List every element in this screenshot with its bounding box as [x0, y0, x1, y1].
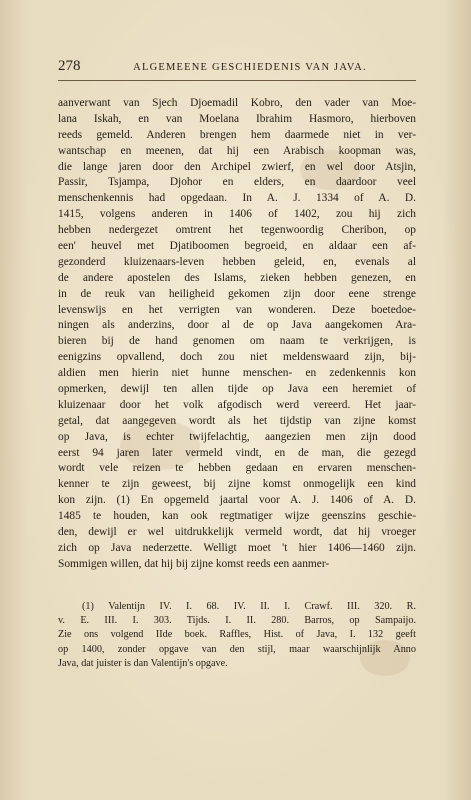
text-line: wordt vele reizen te hebben gedaan en ervaren menschen- [58, 462, 416, 475]
text-line: 1485 te houden, kan ook regtmatiger wijze geenszins geschie- [58, 510, 416, 523]
text-line: menschenkennis had opgedaan. In A. J. 1334 of A. D. [58, 192, 416, 205]
text-line: levenswijs en het verrigten van wonderen. Deze boetedoe- [58, 303, 416, 316]
footnote-line: v. E. III. I. 303. Tijds. I. II. 280. Barros, op Sampaijo. [58, 615, 416, 627]
text-line: getal, dat aangegeven wordt als het tijdstip van zijne komst [58, 414, 416, 427]
text-line: den, dewijl er wel uitdrukkelijk vermeld wordt, dat hij vroeger [58, 526, 416, 539]
text-line: opmerken, dewijl ten allen tijde op Java een heremiet of [58, 383, 416, 396]
footnote-line: (1) Valentijn IV. I. 68. IV. II. I. Crawf. III. 320. R. [82, 601, 416, 612]
text-line: kon zijn. (1) En opgemeld jaartal voor A. J. 1406 of A. D. [58, 494, 416, 507]
text-line: wantschap en meenen, dat hij een Arabisch koopman was, [58, 144, 416, 157]
text-line: 1415, volgens anderen in 1406 of 1402, zou hij zich [58, 208, 416, 221]
footnote-line: op 1400, zonder opgave van den stijl, maar waarschijnlijk Anno [58, 643, 416, 655]
text-line: Sommigen willen, dat hij bij zijne komst reeds een aanmer- [58, 557, 330, 570]
text-line: kluizenaar door het volk afgodisch werd vereerd. Het jaar- [58, 398, 416, 411]
footnote-line: Zie ons volgend IIde boek. Raffles, Hist. of Java, I. 132 geeft [58, 629, 416, 641]
text-line: aanverwant van Sjech Djoemadil Kobro, den vader van Moe- [58, 97, 416, 109]
running-head: ALGEMEENE GESCHIEDENIS VAN JAVA. [133, 62, 367, 73]
header-rule [58, 80, 416, 81]
text-line: aldien men hierin niet hunne menschen- en zedenkennis kon [58, 367, 416, 380]
text-line: eerst 94 jaren later vermeld vindt, en de man, die gezegd [58, 446, 416, 459]
text-line: in de reuk van heiligheid gekomen zijn door eene strenge [58, 287, 416, 300]
footnote-rule [58, 588, 148, 589]
body-text [58, 96, 416, 573]
text-line: een' heuvel met Djatiboomen begroeid, en aldaar een af- [58, 240, 416, 253]
page-number: 278 [58, 58, 81, 74]
text-line: reeds gemeld. Anderen brengen hem daarmede niet in ver- [58, 128, 416, 141]
text-line: kenner te zijn geweest, bij zijne komst onmogelijk een kind [58, 478, 416, 491]
page-header [58, 58, 416, 78]
footnote [58, 600, 416, 671]
text-line: lana Iskah, en van Moelana Ibrahim Hasmoro, hierboven [58, 112, 416, 125]
text-line: de andere apostelen des Islams, zieken hebben genezen, en [58, 271, 416, 284]
text-line: ningen als anderzins, door al de op Java aangekomen Ara- [58, 319, 416, 332]
text-line: hebben nedergezet omtrent het tegenwoordig Cheribon, op [58, 224, 416, 237]
text-line: die lange jaren door den Archipel zwierf, en wel door Atsjin, [58, 160, 416, 173]
footnote-line: Java, dat juister is dan Valentijn's opgave. [58, 657, 228, 669]
text-line: op Java, is echter twijfelachtig, aangezien men zijn dood [58, 430, 416, 443]
text-line: zich op Java nederzette. Welligt moet 't hier 1406—1460 zijn. [58, 541, 416, 554]
text-line: bieren bij de hand genomen om naam te verkrijgen, is [58, 335, 416, 348]
text-line: eenigzins opvallend, doch zou niet meldenswaard zijn, bij- [58, 351, 416, 364]
text-line: gezonderd kluizenaars-leven hebben geleid, en, evenals al [58, 255, 416, 268]
text-line: Passir, Tsjampa, Djohor en elders, en daardoor veel [58, 176, 416, 189]
